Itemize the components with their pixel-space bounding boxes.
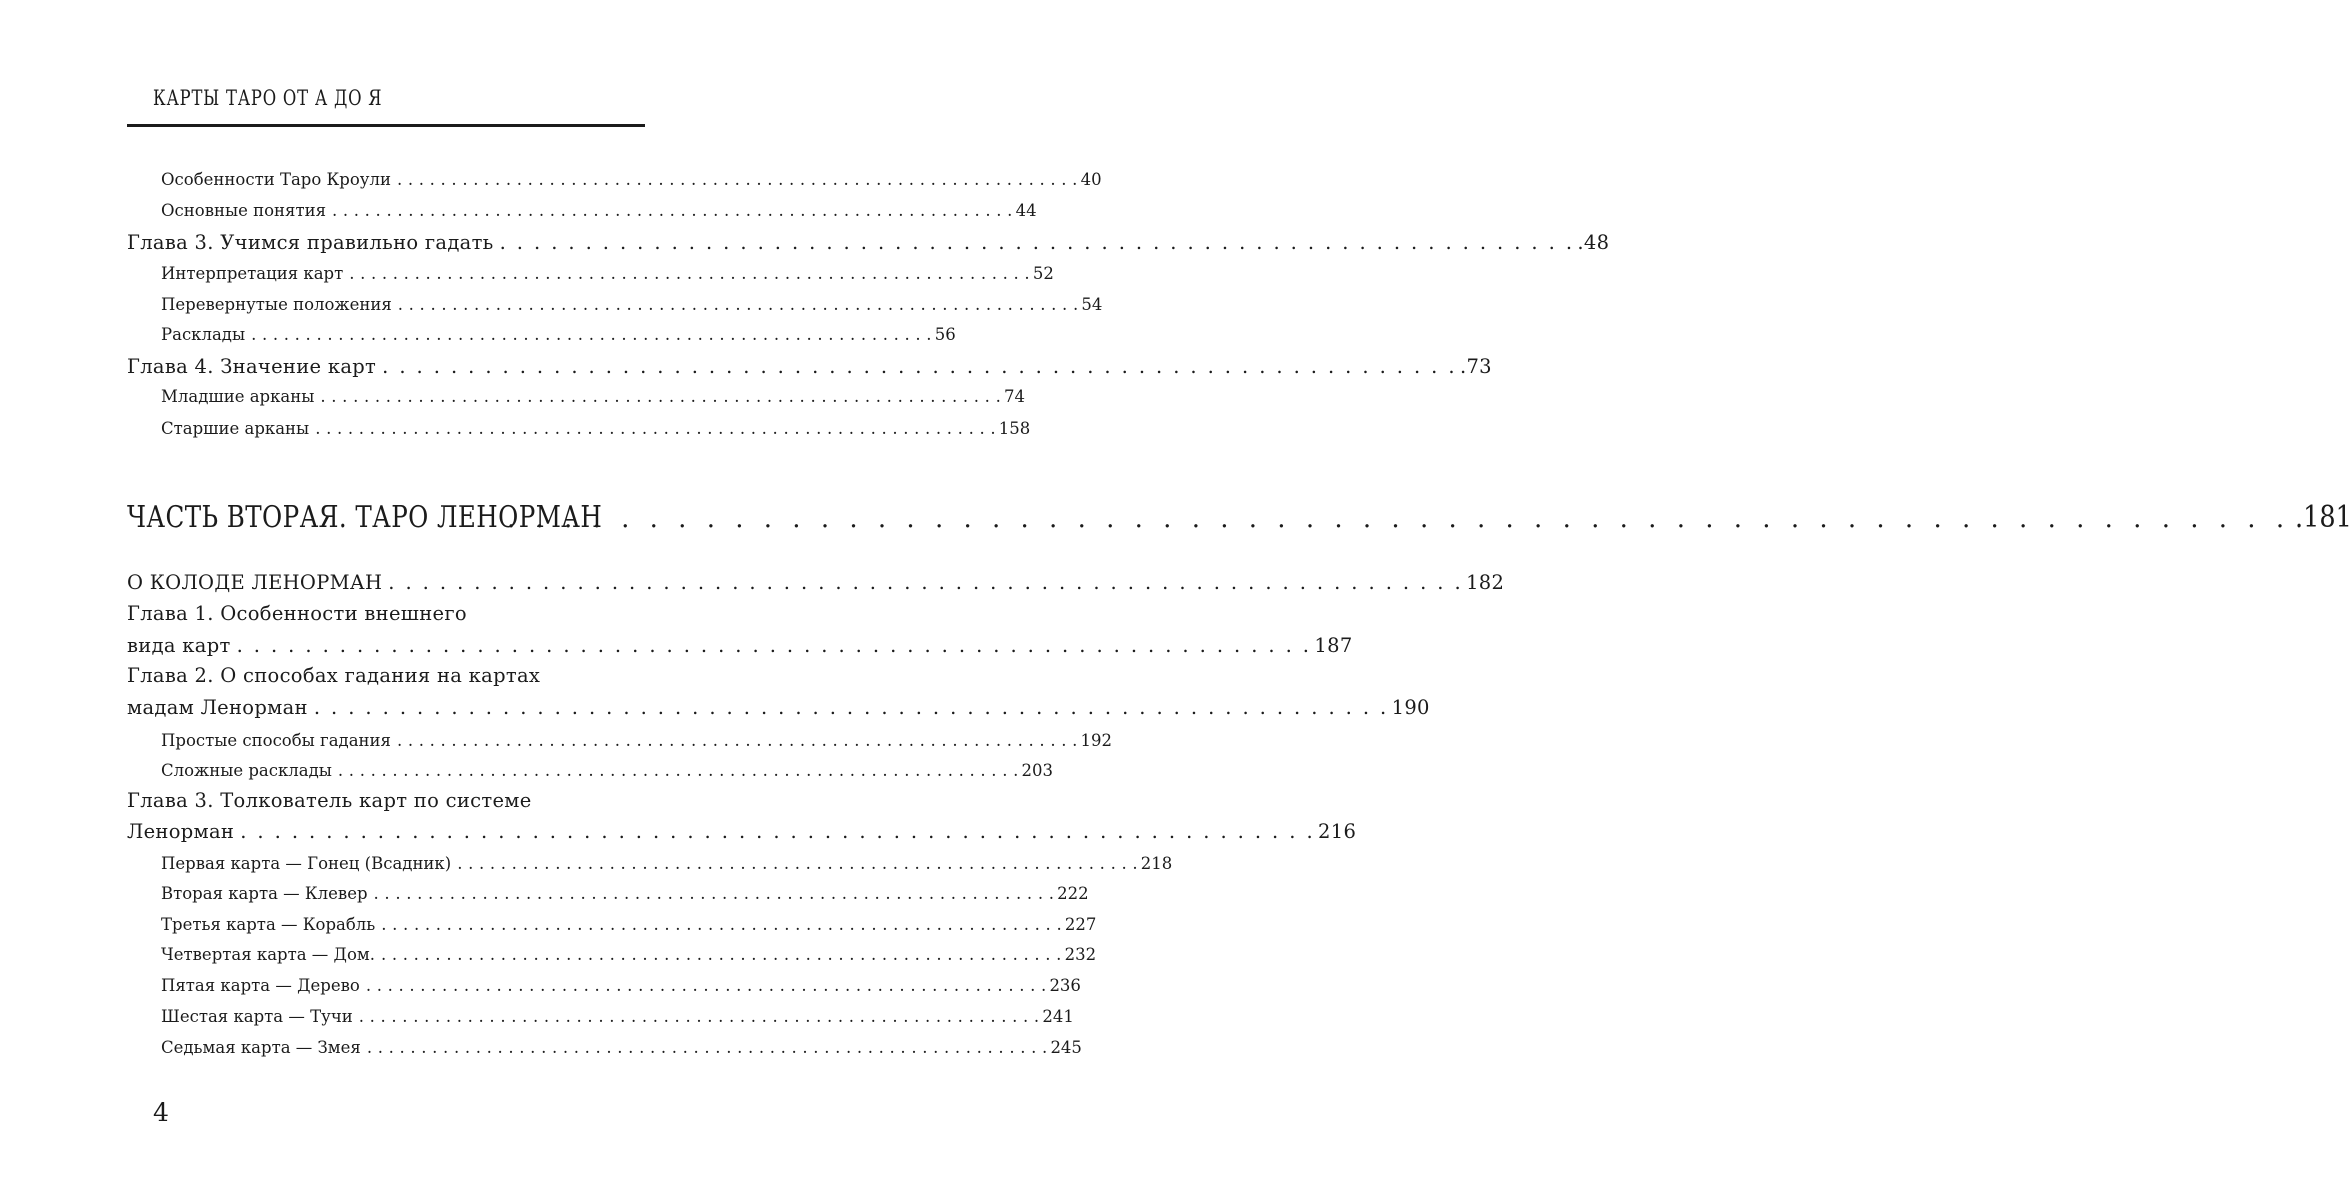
toc-entry-page: 227	[1064, 915, 1097, 934]
leader-dots: . . . . . . . . . . . . . . . . . . . . . . . . . . . . . . . . . . . . . . . . . . . . . . . . . . . . . . . . . . . . . . .	[382, 355, 1457, 378]
part-two-heading[interactable]	[127, 500, 2352, 535]
toc-entry-title: Седьмая карта — Змея	[161, 1038, 361, 1057]
leader-dots: . . . . . . . . . . . . . . . . . . . . . . . . . . . . . . . . . . . . . . . . . . . . . . . . . . . . . . . . . . . . . . .	[320, 387, 1002, 406]
leader-dots: . . . . . . . . . . . . . . . . . . . . . . . . . . . . . . . . . . . . . . . . . . . . . . . . . . . . . . . . . . . . . . .	[396, 170, 1078, 189]
toc-entry-title: Старшие арканы	[161, 419, 310, 438]
toc-entry-title: Перевернутые положения	[161, 295, 392, 314]
toc-entry[interactable]	[161, 201, 1037, 220]
toc-entry-page: 40	[1080, 170, 1102, 189]
toc-entry-title: Простые способы гадания	[161, 731, 391, 750]
toc-entry-page: 245	[1050, 1038, 1082, 1057]
leader-dots: . . . . . . . . . . . . . . . . . . . . . . . . . . . . . . . . . . . . . . . . . . . . . . . . . . . . . . . . . . . . . . .	[507, 504, 2291, 534]
toc-chapter-page: .48	[1577, 231, 1610, 254]
toc-chapter[interactable]	[127, 571, 1505, 594]
toc-chapter-title: вида карт	[127, 634, 231, 657]
toc-entry-page: 44	[1015, 201, 1037, 220]
toc-chapter-title: мадам Ленорман	[127, 696, 308, 719]
toc-entry-page: 232	[1064, 945, 1097, 964]
header-rule	[127, 124, 645, 127]
leader-dots: . . . . . . . . . . . . . . . . . . . . . . . . . . . . . . . . . . . . . . . . . . . . . . . . . . . . . . . . . . . . . . .	[315, 419, 996, 438]
toc-chapter-page: 216	[1318, 820, 1357, 843]
toc-entry-page: 192	[1080, 731, 1113, 750]
toc-entry-page: 236	[1049, 976, 1081, 995]
toc-chapter[interactable]	[127, 634, 1353, 657]
toc-chapter-page: .73	[1459, 355, 1492, 378]
toc-entry-page: 54	[1081, 295, 1103, 314]
toc-entry[interactable]	[161, 1038, 1082, 1057]
toc-entry[interactable]	[161, 976, 1081, 995]
toc-entry[interactable]	[161, 854, 1173, 873]
page-number: 4	[153, 1098, 169, 1127]
toc-chapter-title: Ленорман	[127, 820, 235, 843]
leader-dots: . . . . . . . . . . . . . . . . . . . . . . . . . . . . . . . . . . . . . . . . . . . . . . . . . . . . . . . . . . . . . . .	[366, 1038, 1048, 1057]
leader-dots: . . . . . . . . . . . . . . . . . . . . . . . . . . . . . . . . . . . . . . . . . . . . . . . . . . . . . . . . . . . . . . .	[365, 976, 1047, 995]
toc-chapter[interactable]	[127, 231, 1610, 254]
toc-entry[interactable]	[161, 170, 1102, 189]
toc-entry-page: 203	[1021, 761, 1054, 780]
toc-entry-page: 218	[1140, 854, 1173, 873]
toc-entry-page: 222	[1057, 884, 1089, 903]
toc-entry[interactable]	[161, 295, 1103, 314]
toc-entry-title: Первая карта — Гонец (Всадник)	[161, 854, 452, 873]
leader-dots: . . . . . . . . . . . . . . . . . . . . . . . . . . . . . . . . . . . . . . . . . . . . . . . . . . . . . . . . . . . . . . .	[457, 854, 1138, 873]
toc-entry-title: Пятая карта — Дерево	[161, 976, 360, 995]
part-two-title: ЧАСТЬ ВТОРАЯ. ТАРО ЛЕНОРМАН	[127, 500, 603, 535]
leader-dots: . . . . . . . . . . . . . . . . . . . . . . . . . . . . . . . . . . . . . . . . . . . . . . . . . . . . . . . . . . . . . . .	[373, 884, 1055, 903]
leader-dots: . . . . . . . . . . . . . . . . . . . . . . . . . . . . . . . . . . . . . . . . . . . . . . . . . . . . . . . . . . . . . . .	[349, 264, 1030, 283]
part-two-page: .181	[2295, 500, 2352, 535]
leader-dots: . . . . . . . . . . . . . . . . . . . . . . . . . . . . . . . . . . . . . . . . . . . . . . . . . . . . . . . . . . . . . . .	[236, 634, 1312, 657]
leader-dots: . . . . . . . . . . . . . . . . . . . . . . . . . . . . . . . . . . . . . . . . . . . . . . . . . . . . . . . . . . . . . . .	[332, 201, 1013, 220]
toc-entry[interactable]	[161, 387, 1026, 406]
toc-entry[interactable]	[161, 731, 1113, 750]
leader-dots: . . . . . . . . . . . . . . . . . . . . . . . . . . . . . . . . . . . . . . . . . . . . . . . . . . . . . . . . . . . . . . .	[358, 1007, 1040, 1026]
toc-entry-title: Основные понятия	[161, 201, 326, 220]
toc-chapter-title-line[interactable]: Глава 2. О способах гадания на картах	[127, 664, 541, 687]
leader-dots: . . . . . . . . . . . . . . . . . . . . . . . . . . . . . . . . . . . . . . . . . . . . . . . . . . . . . . . . . . . . . . .	[397, 295, 1079, 314]
toc-entry-title: Интерпретация карт	[161, 264, 344, 283]
toc-entry-page: 52	[1032, 264, 1054, 283]
toc-entry-page: 56	[934, 325, 956, 344]
toc-entry-title: Четвертая карта — Дом.	[161, 945, 375, 964]
leader-dots: . . . . . . . . . . . . . . . . . . . . . . . . . . . . . . . . . . . . . . . . . . . . . . . . . . . . . . . . . . . . . . .	[388, 571, 1464, 594]
toc-entry-title: Вторая карта — Клевер	[161, 884, 368, 903]
toc-entry-title: Младшие арканы	[161, 387, 315, 406]
toc-chapter-title: О КОЛОДЕ ЛЕНОРМАН	[127, 571, 383, 594]
toc-chapter-title-line[interactable]: Глава 3. Толкователь карт по системе	[127, 789, 532, 812]
toc-entry-title: Сложные расклады	[161, 761, 332, 780]
toc-chapter[interactable]	[127, 696, 1430, 719]
toc-chapter[interactable]	[127, 355, 1492, 378]
toc-entry-title: Шестая карта — Тучи	[161, 1007, 353, 1026]
toc-entry-page: 158	[998, 419, 1031, 438]
leader-dots: . . . . . . . . . . . . . . . . . . . . . . . . . . . . . . . . . . . . . . . . . . . . . . . . . . . . . . . . . . . . . . .	[396, 731, 1078, 750]
toc-chapter-title: Глава 4. Значение карт	[127, 355, 377, 378]
leader-dots: . . . . . . . . . . . . . . . . . . . . . . . . . . . . . . . . . . . . . . . . . . . . . . . . . . . . . . . . . . . . . . .	[337, 761, 1019, 780]
toc-entry-page: 74	[1004, 387, 1026, 406]
toc-chapter-title: Глава 3. Учимся правильно гадать	[127, 231, 494, 254]
toc-chapter-page: 187	[1314, 634, 1353, 657]
leader-dots: . . . . . . . . . . . . . . . . . . . . . . . . . . . . . . . . . . . . . . . . . . . . . . . . . . . . . . . . . . . . . . .	[381, 915, 1062, 934]
toc-entry[interactable]	[161, 915, 1097, 934]
leader-dots: . . . . . . . . . . . . . . . . . . . . . . . . . . . . . . . . . . . . . . . . . . . . . . . . . . . . . . . . . . . . . . .	[251, 325, 932, 344]
leader-dots: . . . . . . . . . . . . . . . . . . . . . . . . . . . . . . . . . . . . . . . . . . . . . . . . . . . . . . . . . . . . . . .	[240, 820, 1316, 843]
toc-entry[interactable]	[161, 884, 1089, 903]
toc-entry-title: Особенности Таро Кроули	[161, 170, 391, 189]
toc-entry[interactable]	[161, 945, 1097, 964]
leader-dots: . . . . . . . . . . . . . . . . . . . . . . . . . . . . . . . . . . . . . . . . . . . . . . . . . . . . . . . . . . . . . . .	[313, 696, 1389, 719]
toc-entry-title: Третья карта — Корабль	[161, 915, 376, 934]
toc-entry-page: 241	[1042, 1007, 1074, 1026]
toc-chapter-title-line[interactable]: Глава 1. Особенности внешнего	[127, 602, 467, 625]
toc-entry[interactable]	[161, 325, 956, 344]
toc-entry[interactable]	[161, 761, 1054, 780]
toc-chapter[interactable]	[127, 820, 1357, 843]
toc-entry[interactable]	[161, 264, 1054, 283]
toc-chapter-page: 182	[1466, 571, 1505, 594]
running-header: КАРТЫ ТАРО ОТ А ДО Я	[153, 86, 383, 110]
toc-chapter-page: 190	[1391, 696, 1430, 719]
toc-entry[interactable]	[161, 419, 1031, 438]
toc-entry[interactable]	[161, 1007, 1074, 1026]
leader-dots: . . . . . . . . . . . . . . . . . . . . . . . . . . . . . . . . . . . . . . . . . . . . . . . . . . . . . . . . . . . . . . .	[499, 231, 1575, 254]
leader-dots: . . . . . . . . . . . . . . . . . . . . . . . . . . . . . . . . . . . . . . . . . . . . . . . . . . . . . . . . . . . . . . .	[380, 945, 1062, 964]
toc-entry-title: Расклады	[161, 325, 246, 344]
